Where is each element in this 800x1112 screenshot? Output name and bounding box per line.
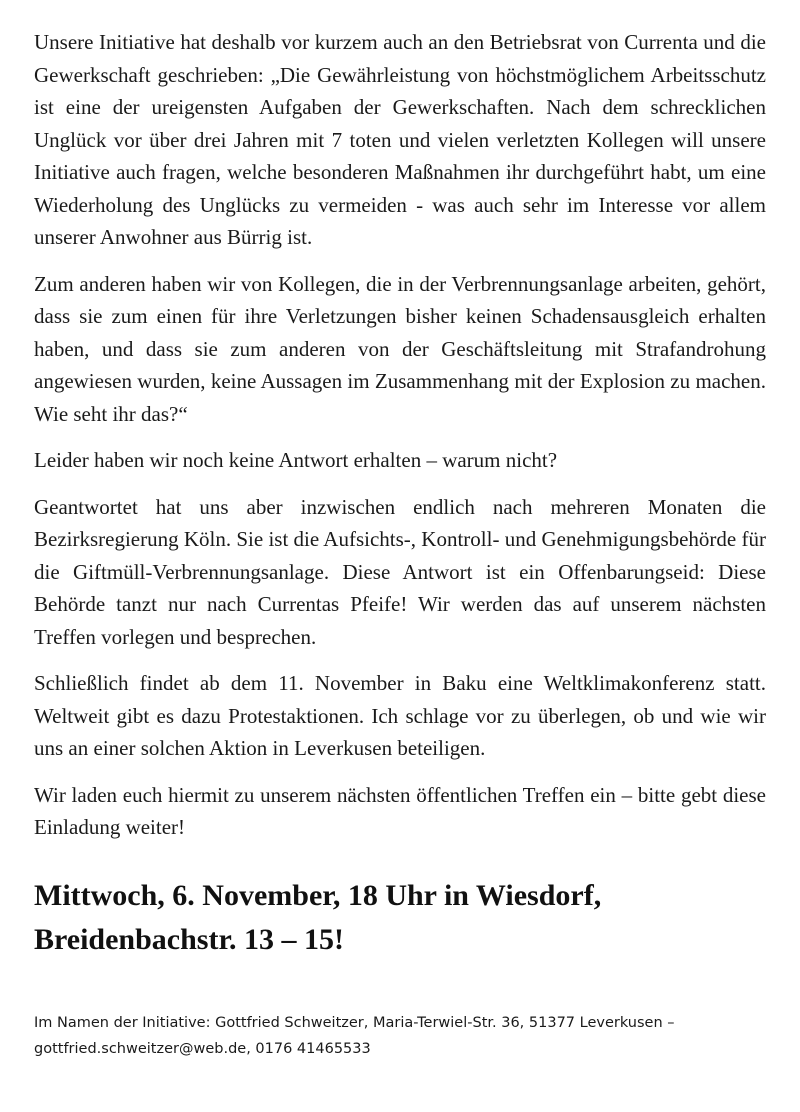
paragraph-invitation: Wir laden euch hiermit zu unserem nächsten öffentlichen Treffen ein – bitte gebt diese Einladung weiter!	[34, 782, 766, 839]
meeting-address-line: Breidenbachstr. 13 – 15!	[34, 922, 345, 956]
signature-footer	[34, 1010, 774, 1062]
footer-sender-line: Im Namen der Initiative: Gottfried Schweitzer, Maria-Terwiel-Str. 36, 51377 Leverkusen –	[34, 1015, 675, 1031]
meeting-announcement	[34, 874, 766, 962]
meeting-date-line: Mittwoch, 6. November, 18 Uhr in Wiesdorf,	[34, 878, 602, 912]
paragraph-climate-conference: Schließlich findet ab dem 11. November in Baku eine Weltklimakonferenz statt. Weltweit gibt es dazu Protestaktionen. Ich schlage vor zu überlegen, ob und wie wir uns an einer solchen Aktion in Leverkusen beteiligen.	[34, 671, 766, 760]
paragraph-letter-to-works-council: Unsere Initiative hat deshalb vor kurzem auch an den Betriebsrat von Currenta und die Gewerkschaft geschrieben: „Die Gewährleistung von höchstmöglichem Arbeitsschutz ist eine der ureigensten Aufgaben der Gewerkschaften. Nach dem schrecklichen Unglück vor über drei Jahren mit 7 toten und vielen verletzten Kollegen will unsere Initiative auch fragen, welche besonderen Maßnahmen ihr durchgeführt habt, um eine Wiederholung des Unglücks zu vermeiden - was auch sehr im Interesse vor allem unserer Anwohner aus Bürrig ist.	[34, 30, 766, 249]
paragraph-no-answer: Leider haben wir noch keine Antwort erhalten – warum nicht?	[34, 448, 558, 472]
paragraph-colleague-reports: Zum anderen haben wir von Kollegen, die in der Verbrennungsanlage arbeiten, gehört, dass sie zum einen für ihre Verletzungen bisher keinen Schadensausgleich erhalten haben, und dass sie zum anderen von der Geschäftsleitung mit Strafandrohung angewiesen wurden, keine Aussagen im Zusammenhang mit der Explosion zu machen. Wie seht ihr das?“	[34, 271, 766, 426]
footer-contact-line: gottfried.schweitzer@web.de, 0176 41465533	[34, 1041, 371, 1057]
paragraph-district-government-reply: Geantwortet hat uns aber inzwischen endlich nach mehreren Monaten die Bezirksregierung Köln. Sie ist die Aufsichts-, Kontroll- und Genehmigungsbehörde für die Giftmüll-Verbrennungsanlage. Diese Antwort ist ein Offenbarungseid: Diese Behörde tanzt nur nach Currentas Pfeife! Wir werden das auf unserem nächsten Treffen vorlegen und besprechen.	[34, 494, 766, 649]
